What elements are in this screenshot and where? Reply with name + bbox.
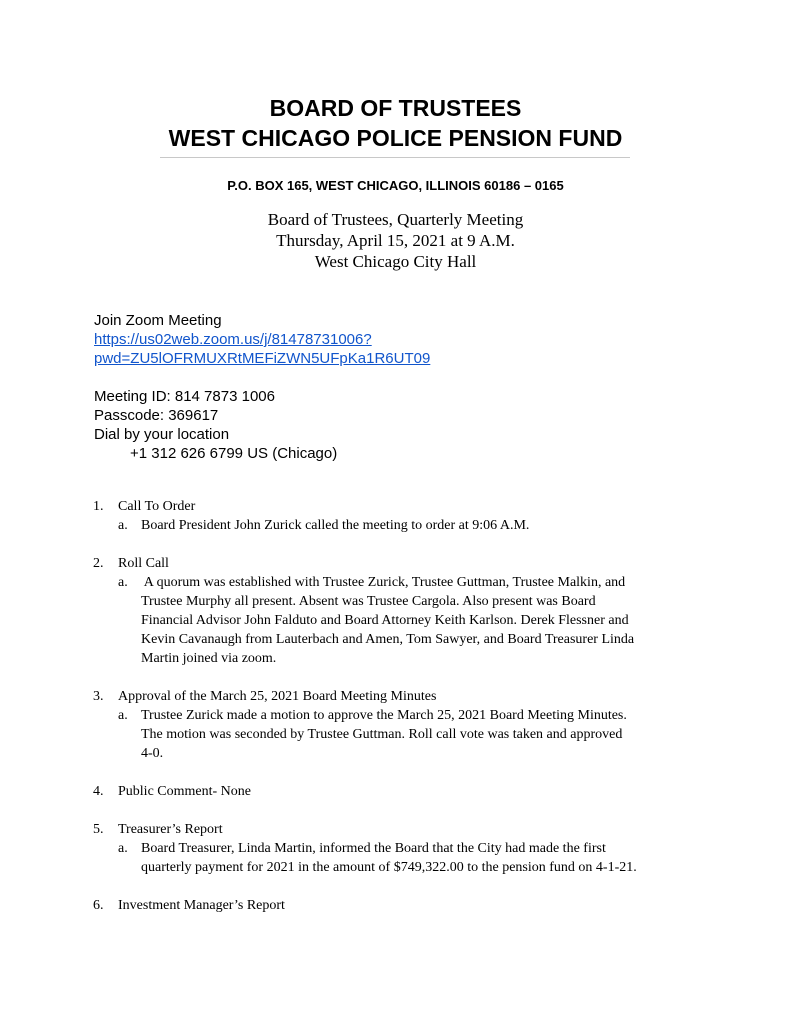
subitem-letter: a. xyxy=(118,518,128,533)
agenda-item-number: 2. xyxy=(93,556,104,571)
address-line: P.O. BOX 165, WEST CHICAGO, ILLINOIS 60186 – 0165 xyxy=(227,178,564,193)
agenda-item-title: Public Comment- None xyxy=(118,784,251,799)
agenda-item-title: Roll Call xyxy=(118,556,169,571)
subitem-text-line: The motion was seconded by Trustee Guttman. Roll call vote was taken and approved xyxy=(141,727,623,742)
subitem-letter: a. xyxy=(118,575,128,590)
agenda-item-number: 4. xyxy=(93,784,104,799)
agenda-item-number: 6. xyxy=(93,898,104,913)
title-divider xyxy=(160,157,630,158)
zoom-link-part2[interactable]: pwd=ZU5lOFRMUXRtMEFiZWN5UFpKa1R6UT09 xyxy=(94,350,431,367)
zoom-meeting-id: Meeting ID: 814 7873 1006 xyxy=(94,388,275,405)
subitem-text-line: quarterly payment for 2021 in the amount of $749,322.00 to the pension fund on 4-1-21. xyxy=(141,860,637,875)
document-title-line2: WEST CHICAGO POLICE PENSION FUND xyxy=(168,125,623,151)
subitem-text-line: A quorum was established with Trustee Zurick, Trustee Guttman, Trustee Malkin, and xyxy=(141,575,626,590)
agenda-list xyxy=(93,497,713,915)
subitem-text-line: Trustee Murphy all present. Absent was Trustee Cargola. Also present was Board xyxy=(141,594,596,609)
zoom-dial-number: +1 312 626 6799 US (Chicago) xyxy=(130,445,338,462)
zoom-link-part1[interactable]: https://us02web.zoom.us/j/81478731006? xyxy=(94,331,372,348)
meeting-info xyxy=(0,209,791,272)
agenda-subitem xyxy=(93,706,713,763)
document-title-line1: BOARD OF TRUSTEES xyxy=(269,95,522,121)
subitem-text: Board President John Zurick called the meeting to order at 9:06 A.M. xyxy=(141,518,530,533)
agenda-item-title: Approval of the March 25, 2021 Board Meeting Minutes xyxy=(118,689,437,704)
subitem-letter: a. xyxy=(118,841,128,856)
agenda-item-number: 5. xyxy=(93,822,104,837)
agenda-item-number: 1. xyxy=(93,499,104,514)
zoom-passcode: Passcode: 369617 xyxy=(94,407,219,424)
subitem-text-line: Trustee Zurick made a motion to approve the March 25, 2021 Board Meeting Minutes. xyxy=(141,708,627,723)
zoom-join-label: Join Zoom Meeting xyxy=(94,312,222,329)
agenda-subitem xyxy=(93,516,713,535)
agenda-item-approval-minutes xyxy=(93,687,713,763)
agenda-item-treasurers-report xyxy=(93,820,713,877)
agenda-item-call-to-order xyxy=(93,497,713,535)
agenda-subitem xyxy=(93,839,713,877)
agenda-item-number: 3. xyxy=(93,689,104,704)
agenda-item-investment-report xyxy=(93,896,713,915)
agenda-item-public-comment xyxy=(93,782,713,801)
agenda-item-title: Investment Manager’s Report xyxy=(118,898,285,913)
meeting-date: Thursday, April 15, 2021 at 9 A.M. xyxy=(276,231,515,250)
agenda-item-title: Call To Order xyxy=(118,499,196,514)
meeting-type: Board of Trustees, Quarterly Meeting xyxy=(267,210,524,229)
subitem-text-line: Martin joined via zoom. xyxy=(141,651,277,666)
zoom-dial-label: Dial by your location xyxy=(94,426,230,443)
subitem-letter: a. xyxy=(118,708,128,723)
subitem-text-line: Kevin Cavanaugh from Lauterbach and Amen, Tom Sawyer, and Board Treasurer Linda xyxy=(141,632,635,647)
agenda-subitem xyxy=(93,573,713,668)
subitem-text-line: Board Treasurer, Linda Martin, informed the Board that the City had made the first xyxy=(141,841,606,856)
agenda-item-title: Treasurer’s Report xyxy=(118,822,223,837)
agenda-item-roll-call xyxy=(93,554,713,668)
subitem-text-line: Financial Advisor John Falduto and Board Attorney Keith Karlson. Derek Flessner and xyxy=(141,613,629,628)
zoom-details xyxy=(94,311,714,463)
subitem-text-line: 4-0. xyxy=(141,746,164,761)
meeting-location: West Chicago City Hall xyxy=(314,252,477,271)
